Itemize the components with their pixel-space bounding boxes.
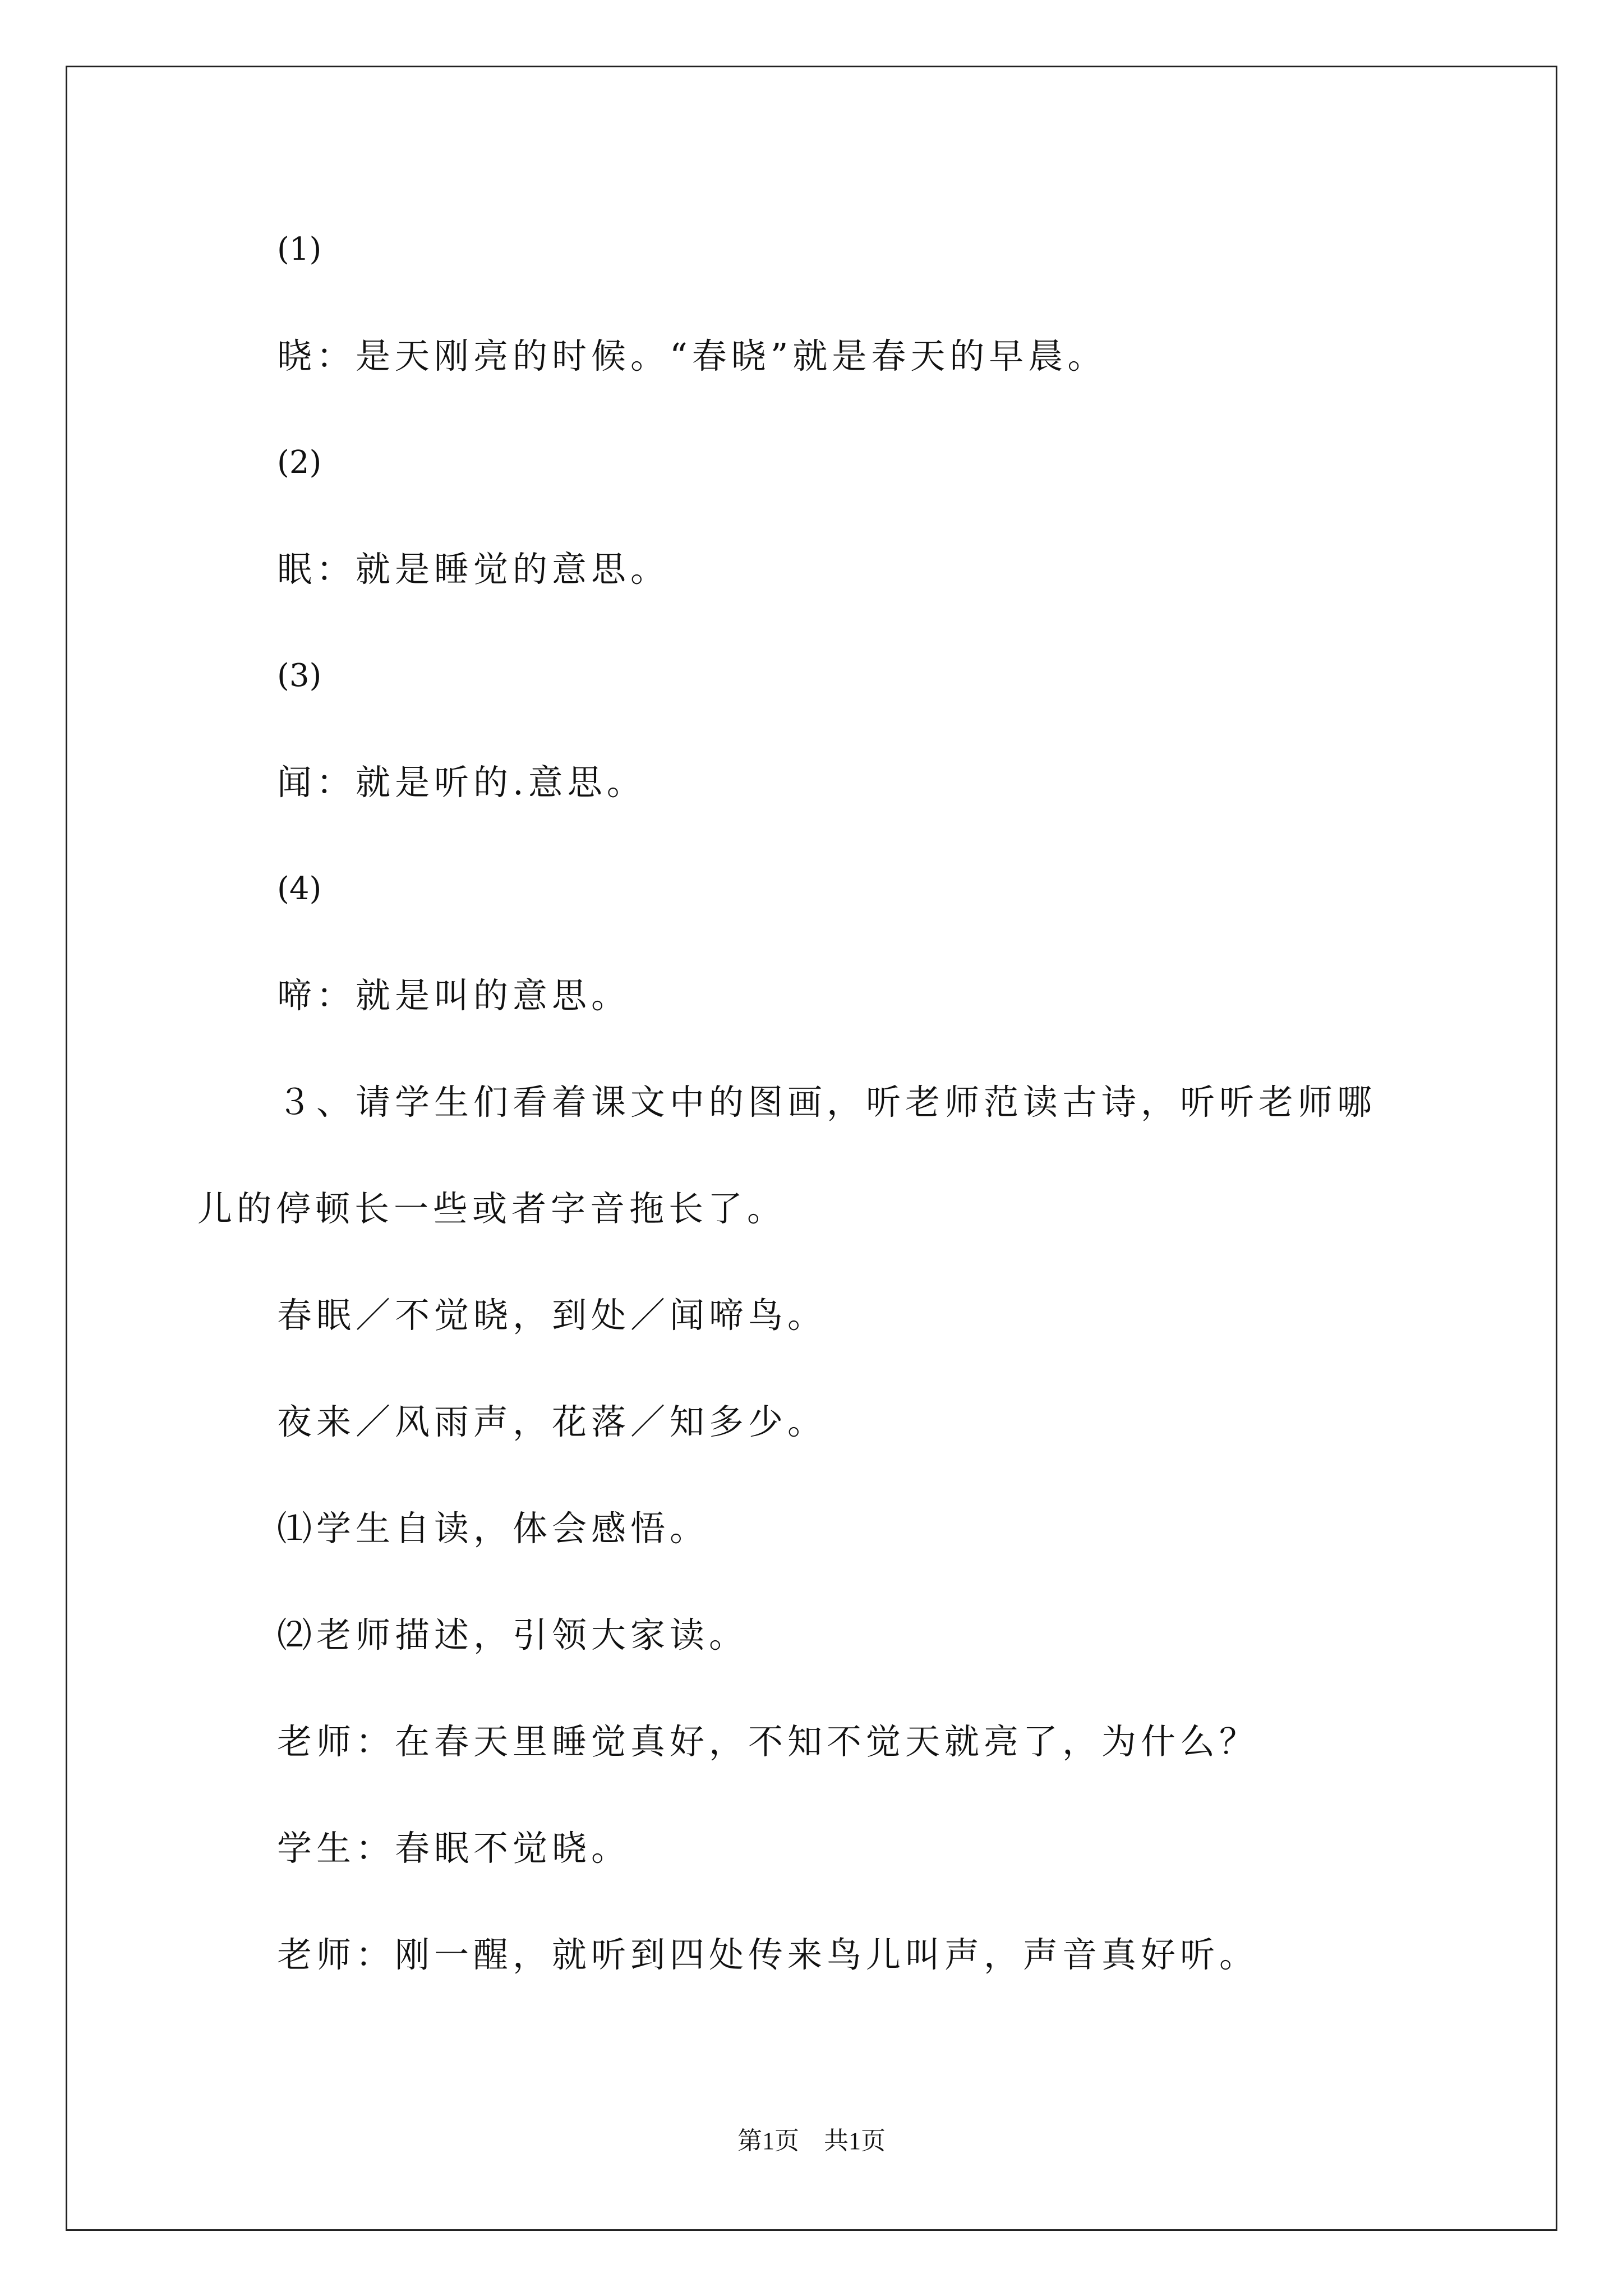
item-marker-1: (1): [277, 231, 322, 268]
definition-wen: 闻：就是听的.意思。: [277, 762, 646, 803]
poem-line-2: 夜来／风雨声，花落／知多少。: [277, 1401, 827, 1442]
definition-xiao: 晓：是天刚亮的时候。“春晓”就是春天的早晨。: [277, 335, 1107, 376]
poem-line-1: 春眠／不觉晓，到处／闻啼鸟。: [277, 1295, 827, 1336]
instruction-step-3: ３、请学生们看着课文中的图画，听老师范读古诗，听听老师哪: [277, 1082, 1377, 1122]
item-marker-2: (2): [277, 444, 322, 481]
dialogue-student-1: 学生：春眠不觉晓。: [277, 1828, 631, 1869]
sub-step-1: ⑴学生自读，体会感悟。: [277, 1508, 709, 1549]
page-footer: 第1页 共1页: [737, 2127, 886, 2155]
instruction-step-3-cont: 儿的停顿长一些或者字音拖长了。: [197, 1188, 787, 1229]
definition-mian: 眠：就是睡觉的意思。: [277, 549, 670, 590]
item-marker-4: (4): [277, 871, 322, 907]
sub-step-2: ⑵老师描述，引领大家读。: [277, 1614, 749, 1655]
dialogue-teacher-2: 老师：刚一醒，就听到四处传来鸟儿叫声，声音真好听。: [277, 1934, 1259, 1975]
dialogue-teacher-1: 老师：在春天里睡觉真好，不知不觉天就亮了，为什么？: [277, 1721, 1259, 1762]
definition-ti: 啼：就是叫的意思。: [277, 975, 631, 1016]
item-marker-3: (3): [277, 657, 322, 694]
